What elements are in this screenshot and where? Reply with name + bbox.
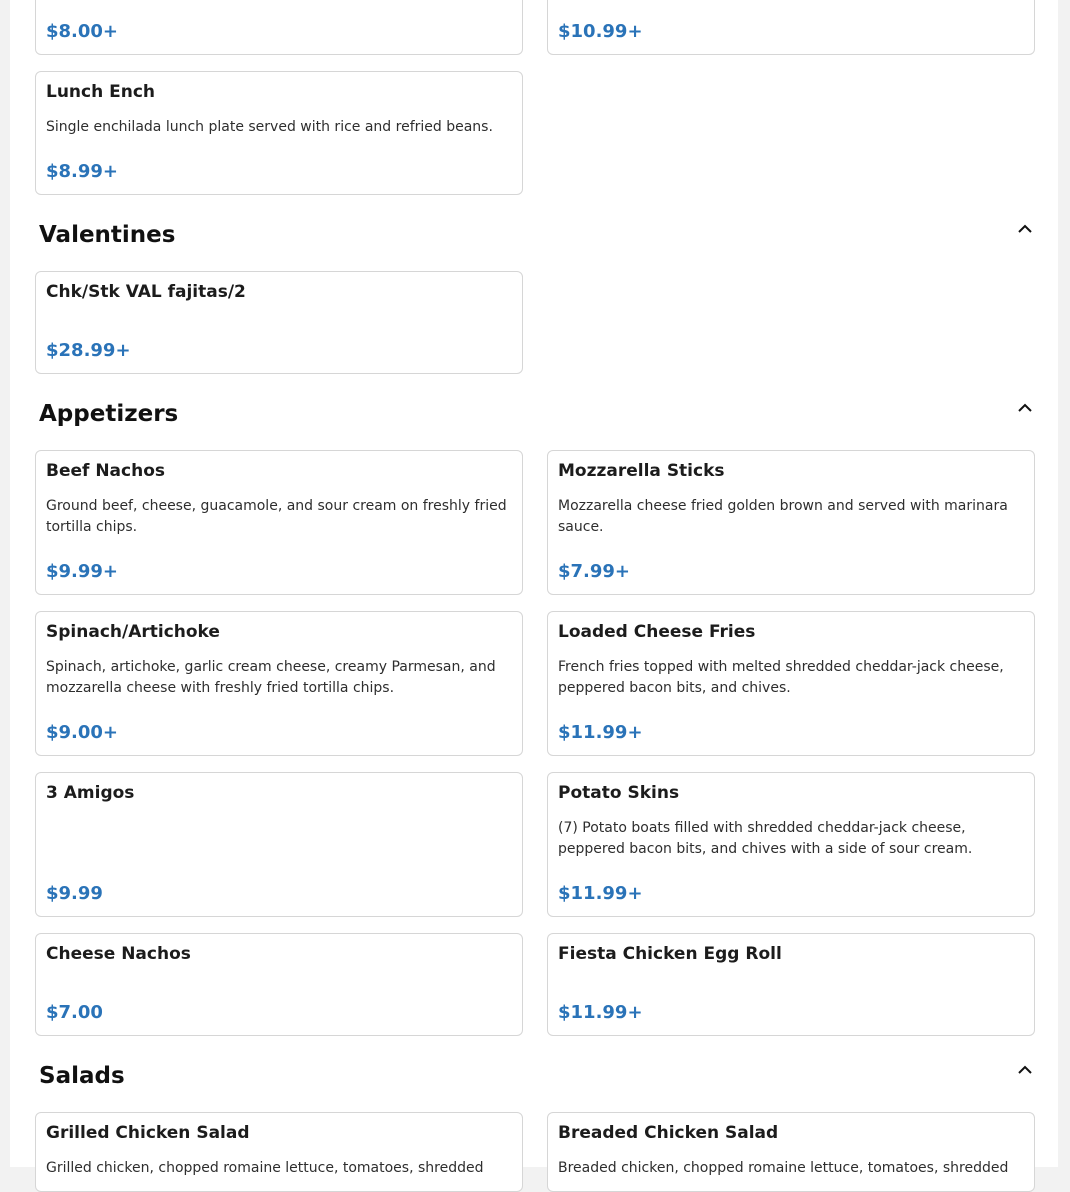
menu-item-card[interactable] bbox=[35, 611, 523, 756]
item-description: (7) Potato boats filled with shredded cheddar-jack cheese, peppered bacon bits, and chives with a side of sour cream. bbox=[558, 820, 973, 857]
menu-page bbox=[10, 0, 1058, 1176]
menu-item-card[interactable] bbox=[35, 450, 523, 595]
item-price: $9.99+ bbox=[46, 561, 119, 582]
item-description: Grilled chicken, chopped romaine lettuce, tomatoes, shredded bbox=[46, 1160, 484, 1176]
item-name: Spinach/Artichoke bbox=[46, 622, 220, 642]
item-price: $8.99+ bbox=[46, 161, 119, 182]
item-price: $28.99+ bbox=[46, 340, 131, 361]
item-price: $11.99+ bbox=[558, 1002, 643, 1023]
item-name: Chk/Stk VAL fajitas/2 bbox=[46, 282, 246, 302]
item-name: Potato Skins bbox=[558, 783, 680, 803]
item-description: Spinach, artichoke, garlic cream cheese, creamy Parmesan, and mozzarella cheese with freshly fried tortilla chips. bbox=[46, 659, 496, 696]
chevron-up-icon[interactable] bbox=[1014, 1059, 1036, 1081]
menu-item-card[interactable] bbox=[547, 933, 1035, 1036]
menu-item-card[interactable] bbox=[35, 772, 523, 917]
menu-item-card[interactable] bbox=[547, 611, 1035, 756]
item-price: $11.99+ bbox=[558, 883, 643, 904]
item-price: $11.99+ bbox=[558, 722, 643, 743]
menu-item-card[interactable] bbox=[35, 71, 523, 195]
item-name: 3 Amigos bbox=[46, 783, 135, 803]
menu-item-card[interactable] bbox=[547, 1112, 1035, 1192]
item-name: Beef Nachos bbox=[46, 461, 166, 481]
item-price: $7.99+ bbox=[558, 561, 631, 582]
item-name: Grilled Chicken Salad bbox=[46, 1123, 250, 1143]
item-description: Single enchilada lunch plate served with rice and refried beans. bbox=[46, 119, 493, 135]
chevron-up-icon[interactable] bbox=[1014, 397, 1036, 419]
item-name: Cheese Nachos bbox=[46, 944, 191, 964]
chevron-up-icon[interactable] bbox=[1014, 218, 1036, 240]
item-price: $9.00+ bbox=[46, 722, 119, 743]
menu-item-card[interactable] bbox=[35, 1112, 523, 1192]
item-description: Breaded chicken, chopped romaine lettuce, tomatoes, shredded bbox=[558, 1160, 1009, 1176]
menu-item-card[interactable] bbox=[35, 933, 523, 1036]
item-description: Mozzarella cheese fried golden brown and served with marinara sauce. bbox=[558, 498, 1008, 535]
item-name: Loaded Cheese Fries bbox=[558, 622, 756, 642]
section-title-appetizers: Appetizers bbox=[39, 401, 179, 427]
item-price: $9.99 bbox=[46, 883, 103, 904]
menu-item-card[interactable] bbox=[35, 0, 523, 55]
item-price: $8.00+ bbox=[46, 21, 119, 42]
item-name: Fiesta Chicken Egg Roll bbox=[558, 944, 782, 964]
section-title-salads: Salads bbox=[39, 1063, 125, 1089]
item-name: Breaded Chicken Salad bbox=[558, 1123, 779, 1143]
menu-item-card[interactable] bbox=[547, 772, 1035, 917]
section-title-valentines: Valentines bbox=[39, 222, 176, 248]
item-name: Mozzarella Sticks bbox=[558, 461, 725, 481]
item-price: $10.99+ bbox=[558, 21, 643, 42]
item-description: Ground beef, cheese, guacamole, and sour cream on freshly fried tortilla chips. bbox=[46, 498, 507, 535]
item-description: French fries topped with melted shredded cheddar-jack cheese, peppered bacon bits, and chives. bbox=[558, 659, 1004, 696]
item-price: $7.00 bbox=[46, 1002, 103, 1023]
menu-item-card[interactable] bbox=[547, 0, 1035, 55]
menu-item-card[interactable] bbox=[547, 450, 1035, 595]
menu-item-card[interactable] bbox=[35, 271, 523, 374]
item-name: Lunch Ench bbox=[46, 82, 156, 102]
